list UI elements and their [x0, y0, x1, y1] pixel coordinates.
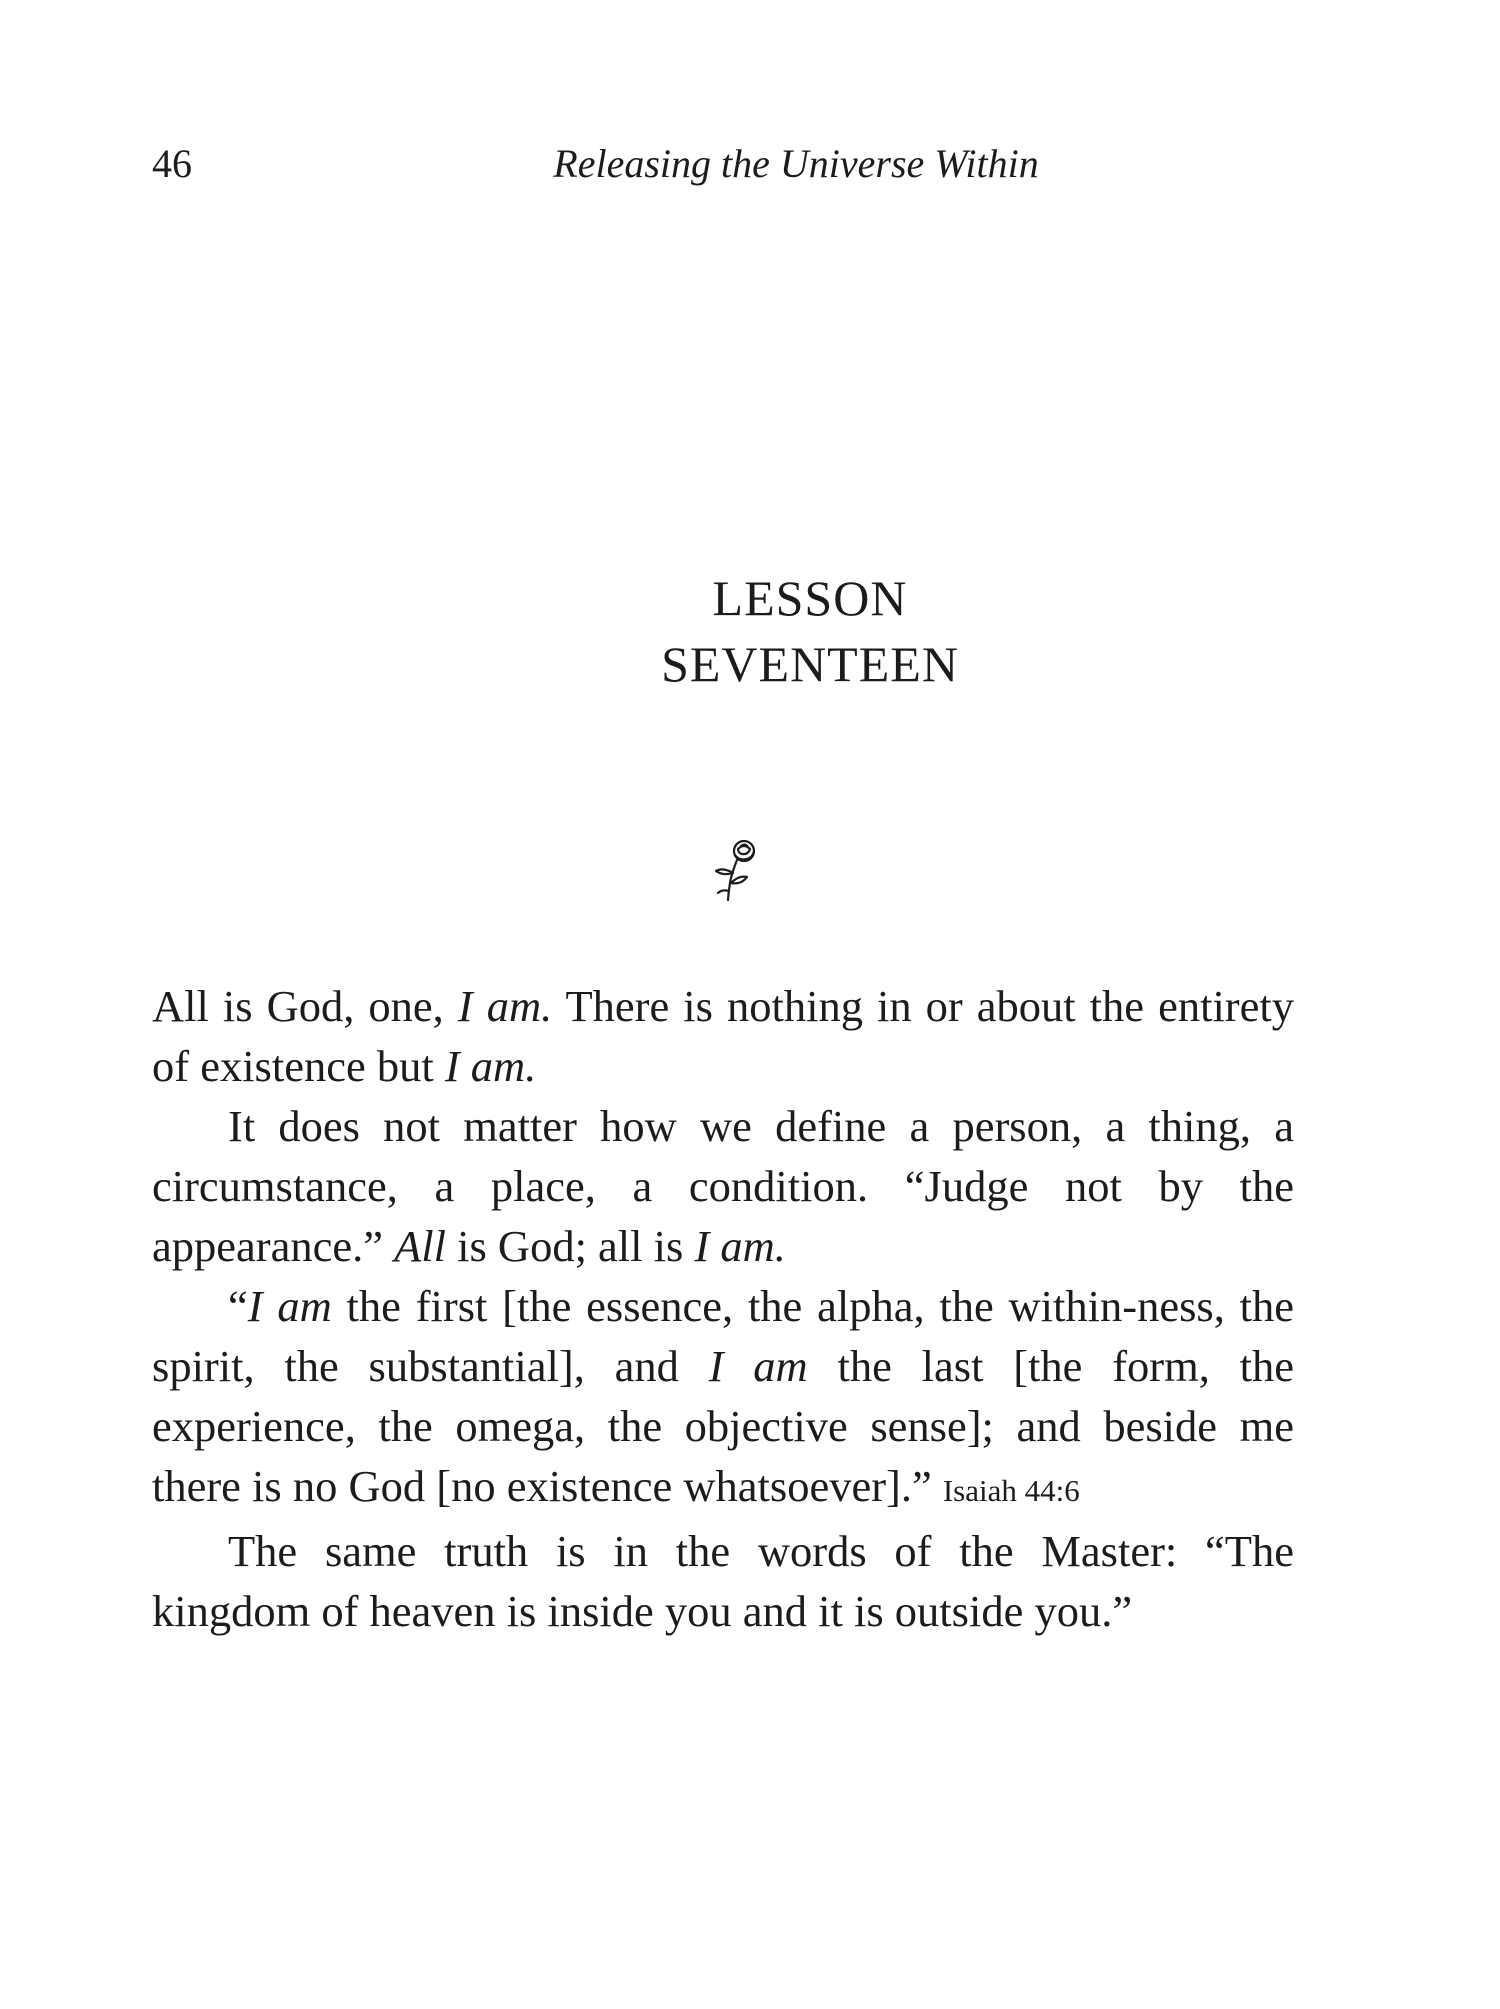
running-title: Releasing the Universe Within — [553, 141, 1039, 186]
paragraph-4 — [152, 1521, 1294, 1641]
paragraph-3 — [152, 1276, 1294, 1521]
p2-text-2: is God; all is — [446, 1221, 695, 1271]
chapter-title-line-2: SEVENTEEN — [661, 636, 959, 692]
p2-italic-1: All — [394, 1221, 446, 1271]
chapter-title-line-1: LESSON — [712, 570, 908, 626]
p1-text-2: There is nothing in or about the entirety of existence but — [152, 981, 1294, 1091]
p3-text-1: “ — [228, 1281, 248, 1331]
p2-text-1: It does not matter how we define a person, a thing, a circumstance, a place, a condition. “Judge not by the appearance.” — [152, 1101, 1294, 1271]
p4-text-1: The same truth is in the words of the Master: “The kingdom of heaven is inside you and it is outside you.” — [152, 1526, 1294, 1636]
p3-italic-2: I am — [708, 1341, 808, 1391]
p1-italic-1: I am. — [457, 981, 553, 1031]
paragraph-2 — [152, 1096, 1294, 1276]
p1-italic-2: I am. — [444, 1041, 537, 1091]
p1-text-1: All is God, one, — [152, 981, 458, 1031]
paragraph-1 — [152, 976, 1294, 1096]
chapter-title — [0, 565, 1500, 697]
p3-text-3: the last [the form, the experience, the omega, the objective sense]; and beside me there is no God [no existence whatsoever].” — [152, 1341, 1294, 1511]
page-number: 46 — [152, 141, 192, 186]
scripture-citation: Isaiah 44:6 — [942, 1473, 1080, 1508]
p3-text-2: the first [the essence, the alpha, the within-ness, the spirit, the substantial], and — [152, 1281, 1294, 1391]
body-text — [152, 976, 1294, 1641]
p3-italic-1: I am — [247, 1281, 332, 1331]
running-head — [152, 140, 1290, 200]
rose-icon — [710, 835, 764, 903]
p2-italic-2: I am. — [694, 1221, 786, 1271]
